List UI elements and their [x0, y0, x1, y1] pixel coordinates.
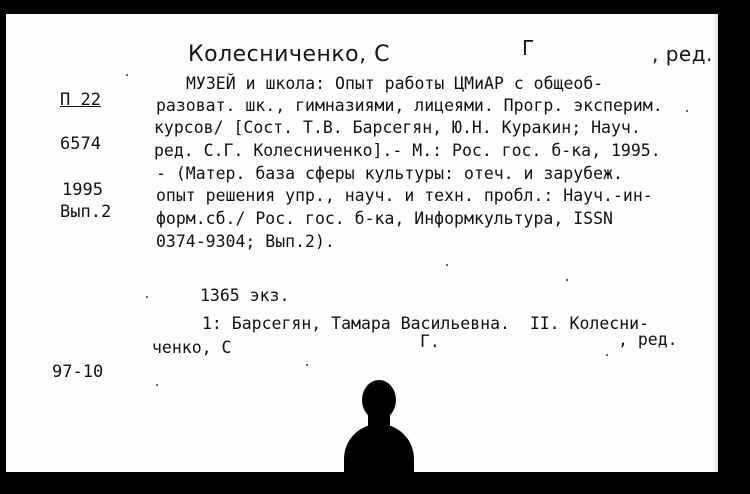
body-line-5: - (Матер. база сферы культуры: отеч. и зарубеж. — [156, 164, 623, 183]
body-line-2: разоват. шк., гимназиями, лицеями. Прогр. эксперим. — [156, 96, 663, 115]
tracing-line-2: ченко, С — [152, 338, 232, 357]
speck — [306, 364, 308, 366]
hole-neck — [368, 410, 390, 430]
speck — [446, 264, 448, 266]
card-hole — [344, 424, 414, 474]
issue-number: Вып.2 — [60, 202, 112, 222]
shelf-mark: П 22 — [60, 90, 101, 110]
speck — [606, 354, 608, 356]
card-edge — [714, 14, 718, 472]
speck — [126, 74, 128, 76]
inventory-number: 6574 — [60, 134, 101, 154]
body-line-4: ред. С.Г. Колесниченко].- М.: Рос. гос. б-ка, 1995. — [154, 141, 661, 160]
speck — [146, 296, 148, 298]
copies-count: 1365 экз. — [200, 286, 290, 305]
body-line-6: опыт решения упр., науч. и техн. пробл.: Науч.-ин- — [156, 186, 653, 205]
handwritten-author: Колесниченко, С — [188, 42, 390, 67]
speck — [686, 110, 688, 112]
catalog-card — [6, 14, 718, 472]
date-code: 97-10 — [52, 362, 104, 382]
handwritten-role: , ред. — [652, 42, 713, 66]
tracing-line-1: 1: Барсегян, Тамара Васильевна. II. Колесни- — [202, 314, 650, 333]
body-line-3: курсов/ [Сост. Т.В. Барсегян, Ю.Н. Куракин; Науч. — [154, 118, 641, 137]
body-line-7: форм.сб./ Рос. гос. б-ка, Информкультура, ISSN — [156, 209, 613, 228]
year: 1995 — [62, 180, 103, 200]
speck — [156, 384, 158, 386]
speck — [566, 279, 568, 281]
body-line-1: МУЗЕЙ и школа: Опыт работы ЦМиАР с общеоб- — [186, 74, 604, 93]
tracing-role: , ред. — [618, 330, 678, 349]
body-line-8: 0374-9304; Вып.2). — [156, 232, 335, 251]
tracing-initial: Г. — [420, 332, 440, 351]
handwritten-initial: Г — [522, 36, 535, 60]
